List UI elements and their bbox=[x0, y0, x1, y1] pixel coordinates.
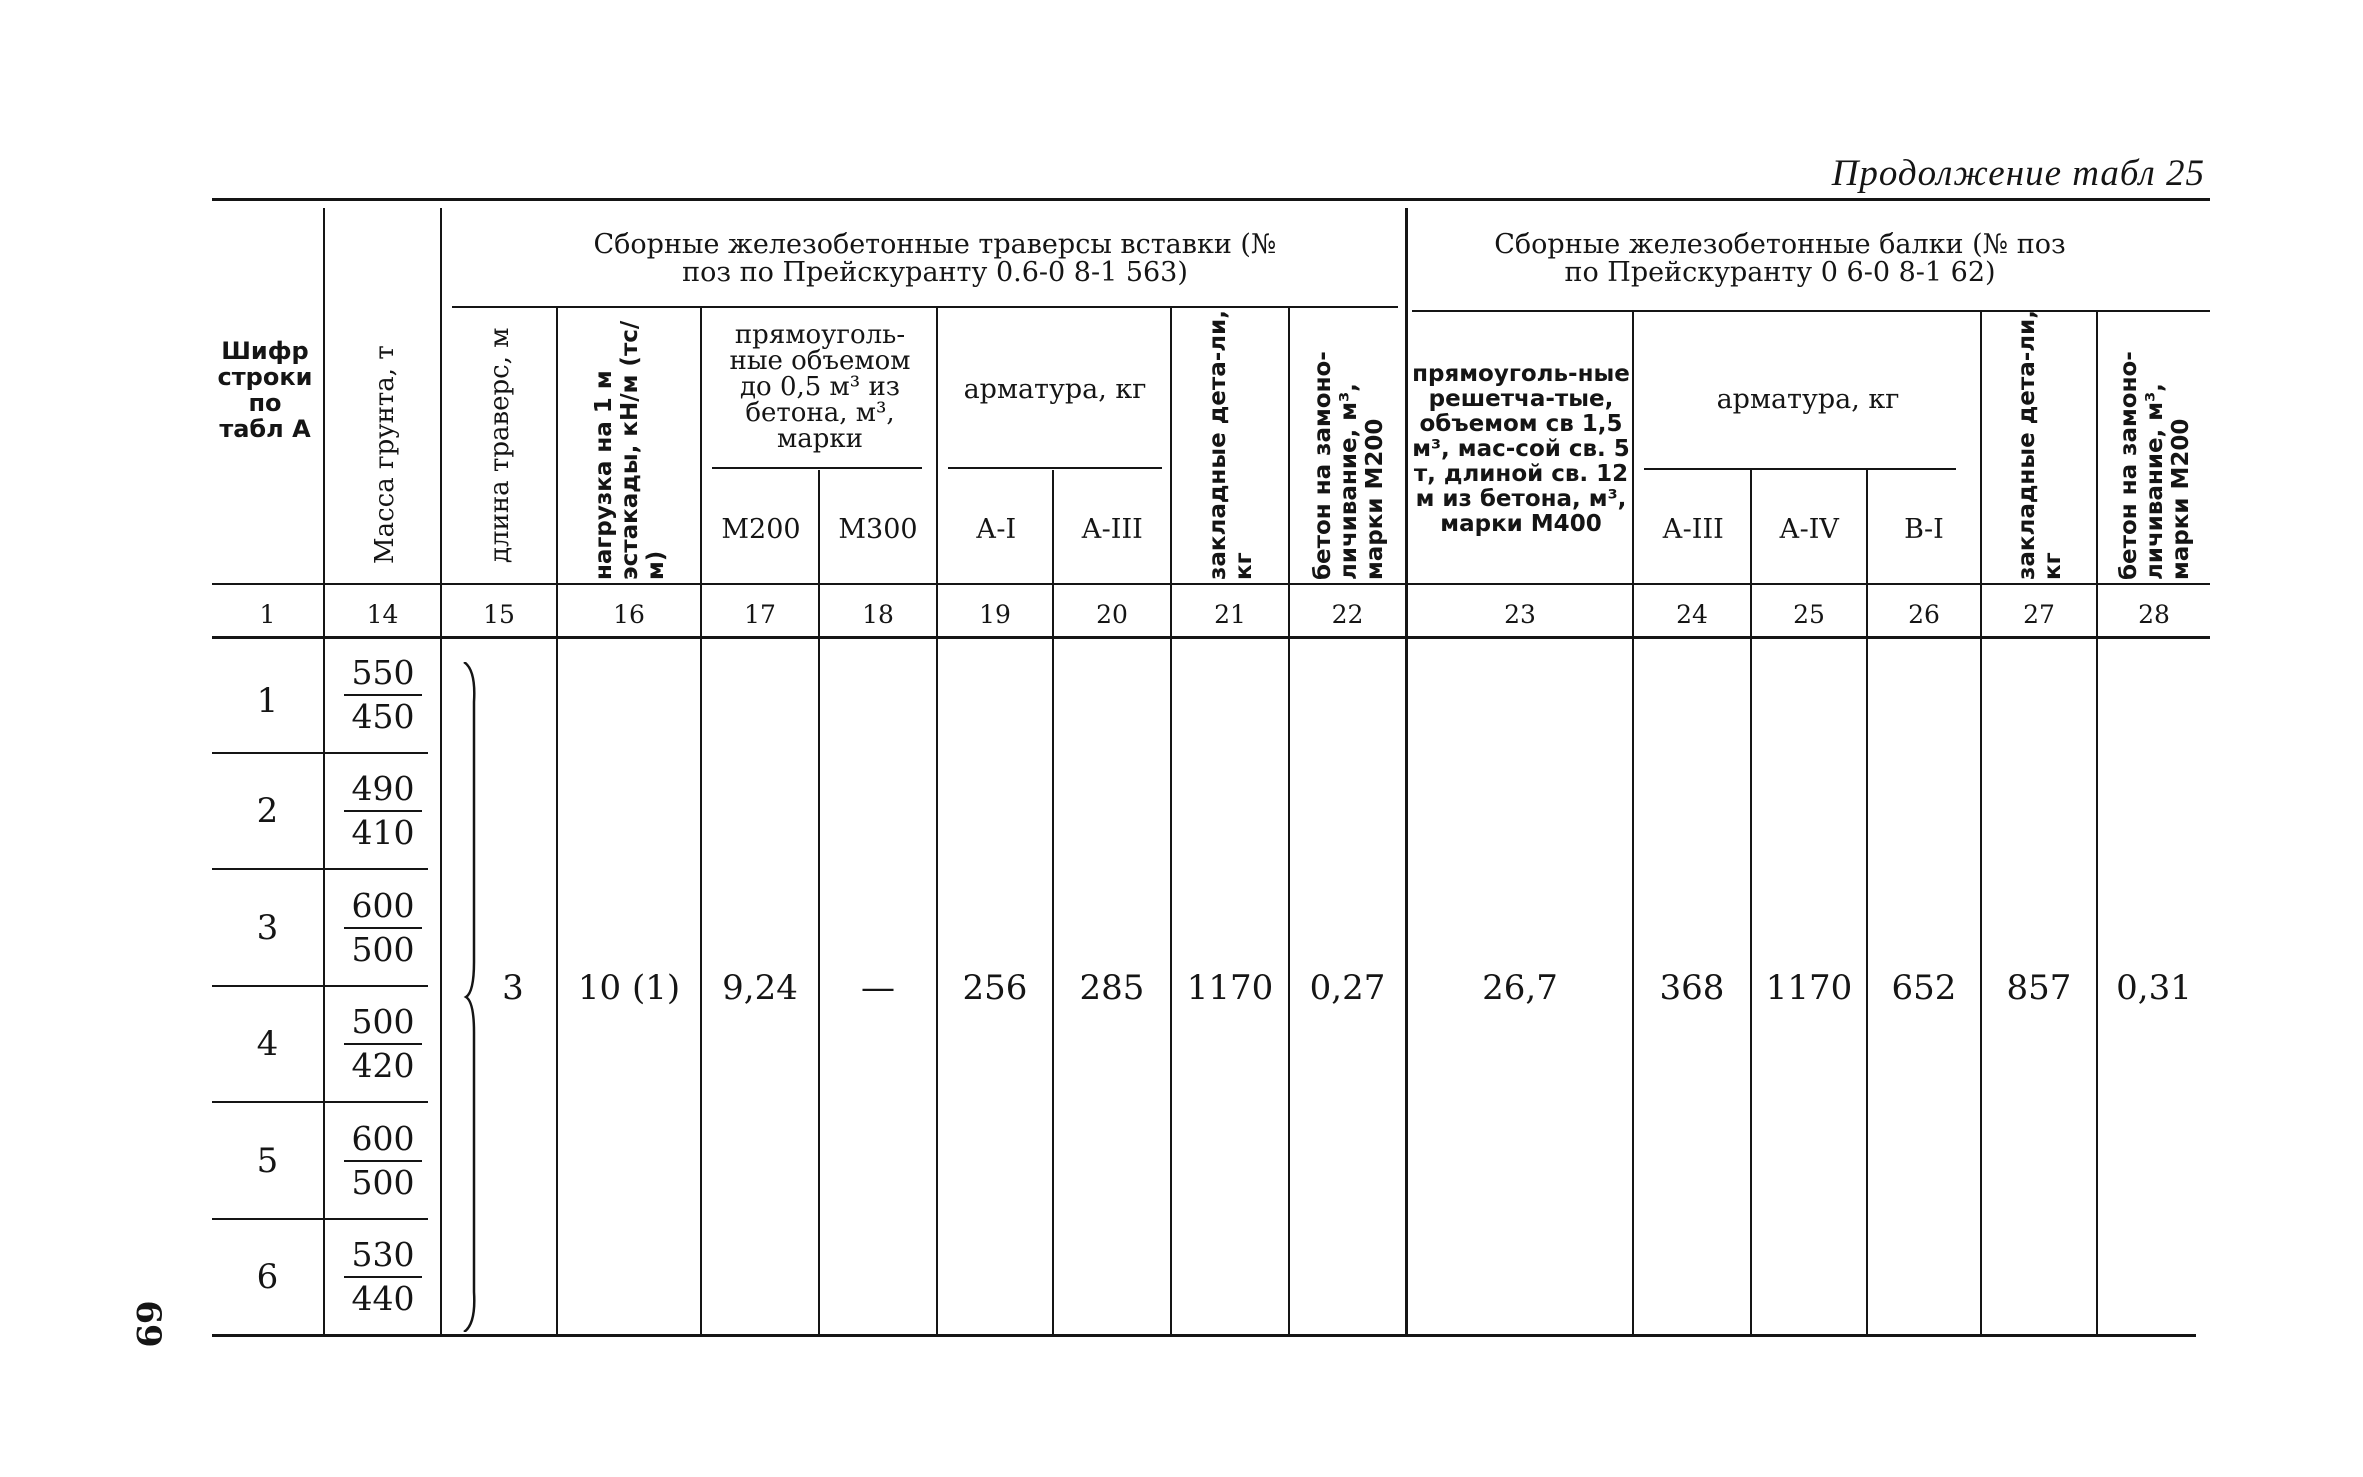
colnum-27: 27 bbox=[2023, 599, 2055, 629]
armatura2-heading: арматура, кг bbox=[1716, 384, 1900, 415]
group1-heading: Сборные железобетонные траверсы вставки (№ поз по Прейскуранту 0.6-0 8-1 563) bbox=[593, 229, 1277, 288]
row-2-mass-top: 490 bbox=[351, 769, 415, 808]
row-3-mass-top: 600 bbox=[351, 886, 415, 925]
colnum-1: 1 bbox=[259, 599, 276, 629]
header-bottom-rule bbox=[212, 583, 2210, 585]
table-bottom-rule bbox=[212, 1334, 2196, 1337]
pryam1-heading: прямоуголь-ные объемом до 0,5 м³ из бетона, м³, марки bbox=[729, 320, 911, 454]
colnum-bottom-rule bbox=[212, 636, 2210, 639]
colnum-25: 25 bbox=[1793, 599, 1825, 629]
group2-heading: Сборные железобетонные балки (№ поз по Прейскуранту 0 6-0 8-1 62) bbox=[1494, 229, 2066, 288]
row-2-shifr: 2 bbox=[256, 791, 279, 831]
a3-heading: А-III bbox=[1081, 514, 1143, 545]
row-1-mass-bottom: 450 bbox=[344, 694, 422, 738]
row-4-mass bbox=[344, 1001, 422, 1087]
colnum-26: 26 bbox=[1908, 599, 1940, 629]
colnum-19: 19 bbox=[979, 599, 1011, 629]
row-5-mass bbox=[344, 1118, 422, 1204]
a4-heading: А-IV bbox=[1779, 514, 1839, 545]
m200-heading: М200 bbox=[721, 514, 801, 545]
colnum-14: 14 bbox=[366, 599, 399, 629]
vline-4 bbox=[700, 306, 702, 1336]
b1-heading: В-I bbox=[1904, 514, 1944, 545]
row-3-mass bbox=[344, 885, 422, 971]
value-col-16: 10 (1) bbox=[577, 968, 681, 1008]
row-1-mass-top: 550 bbox=[351, 653, 415, 692]
armatura2-rule bbox=[1644, 468, 1956, 470]
value-col-15: 3 bbox=[502, 968, 524, 1008]
zaklad2-heading: закладные дета-ли, кг bbox=[2014, 309, 2066, 580]
group1-rule bbox=[452, 306, 1398, 308]
row-2-mass-bottom: 410 bbox=[344, 810, 422, 854]
row-5-mass-bottom: 500 bbox=[344, 1160, 422, 1204]
row-2-mass bbox=[344, 768, 422, 854]
value-col-25: 1170 bbox=[1765, 968, 1853, 1008]
value-col-22: 0,27 bbox=[1309, 968, 1386, 1008]
armatura1-heading: арматура, кг bbox=[963, 374, 1147, 405]
row-4-shifr: 4 bbox=[256, 1024, 279, 1064]
value-col-23: 26,7 bbox=[1482, 968, 1558, 1008]
colnum-23: 23 bbox=[1504, 599, 1536, 629]
top-rule bbox=[212, 198, 2210, 201]
colnum-16: 16 bbox=[613, 599, 645, 629]
colnum-18: 18 bbox=[862, 599, 894, 629]
colnum-22: 22 bbox=[1331, 599, 1364, 629]
value-col-24: 368 bbox=[1659, 968, 1725, 1008]
zaklad1-heading: закладные дета-ли, кг bbox=[1205, 309, 1257, 580]
vline-8 bbox=[1170, 306, 1172, 1336]
value-col-19: 256 bbox=[962, 968, 1028, 1008]
beton1-heading: бетон на замоно-личивание, м³, марки М200 bbox=[1310, 351, 1388, 580]
row-3-shifr: 3 bbox=[256, 907, 279, 948]
row-1-shifr: 1 bbox=[256, 681, 279, 721]
pryam2-heading: прямоуголь-ные решетча-тые, объемом св 1,5 м³, мас-сой св. 5 т, длиной св. 12 м из бетона, м³, марки М400 bbox=[1412, 360, 1630, 537]
vline-3 bbox=[556, 306, 558, 1336]
row-3-mass-bottom: 500 bbox=[344, 927, 422, 971]
m300-heading: М300 bbox=[838, 514, 918, 545]
nagruzka-heading: нагрузка на 1 м эстакады, кН/м (тс/м) bbox=[591, 320, 669, 580]
value-col-21: 1170 bbox=[1186, 968, 1274, 1008]
beton2-heading: бетон на замоно-личивание, м³, марки М200 bbox=[2116, 351, 2194, 580]
pryam1-rule bbox=[712, 467, 922, 469]
value-col-28: 0,31 bbox=[2116, 968, 2192, 1008]
value-col-20: 285 bbox=[1079, 968, 1145, 1008]
row-4-mass-top: 500 bbox=[351, 1002, 415, 1041]
value-col-18: — bbox=[861, 968, 895, 1008]
shifr-heading: Шифр строки по табл А bbox=[217, 337, 313, 443]
row-5-shifr: 5 bbox=[256, 1140, 279, 1181]
a3b-heading: А-III bbox=[1662, 514, 1724, 545]
table-caption: Продолжение табл 25 bbox=[1831, 153, 2205, 194]
row-6-mass-bottom: 440 bbox=[344, 1276, 422, 1320]
colnum-17: 17 bbox=[744, 599, 776, 629]
colnum-24: 24 bbox=[1676, 599, 1708, 629]
row-6-mass bbox=[344, 1234, 422, 1320]
colnum-21: 21 bbox=[1214, 599, 1246, 629]
colnum-20: 20 bbox=[1096, 599, 1128, 629]
vline-2 bbox=[440, 208, 442, 1336]
row-6-mass-top: 530 bbox=[351, 1235, 415, 1274]
row-1-mass bbox=[344, 652, 422, 738]
row-6-shifr: 6 bbox=[256, 1257, 279, 1297]
row-4-mass-bottom: 420 bbox=[344, 1043, 422, 1087]
vline-6 bbox=[936, 306, 938, 1336]
vline-14 bbox=[1980, 310, 1982, 1336]
vline-11 bbox=[1632, 310, 1634, 1336]
value-col-17: 9,24 bbox=[722, 968, 798, 1008]
massa-heading: Масса грунта, т bbox=[370, 345, 400, 565]
value-col-27: 857 bbox=[2006, 968, 2072, 1008]
dlina-heading: длина траверс, м bbox=[485, 327, 515, 563]
colnum-15: 15 bbox=[483, 599, 515, 629]
colnum-28: 28 bbox=[2138, 599, 2170, 629]
value-col-26: 652 bbox=[1891, 968, 1957, 1008]
vline-9 bbox=[1288, 306, 1290, 1336]
vline-15 bbox=[2096, 310, 2098, 1336]
page-number: 69 bbox=[128, 1300, 168, 1348]
armatura1-rule bbox=[948, 467, 1162, 469]
row-5-mass-top: 600 bbox=[351, 1119, 415, 1158]
a1-heading: А-I bbox=[975, 514, 1017, 545]
